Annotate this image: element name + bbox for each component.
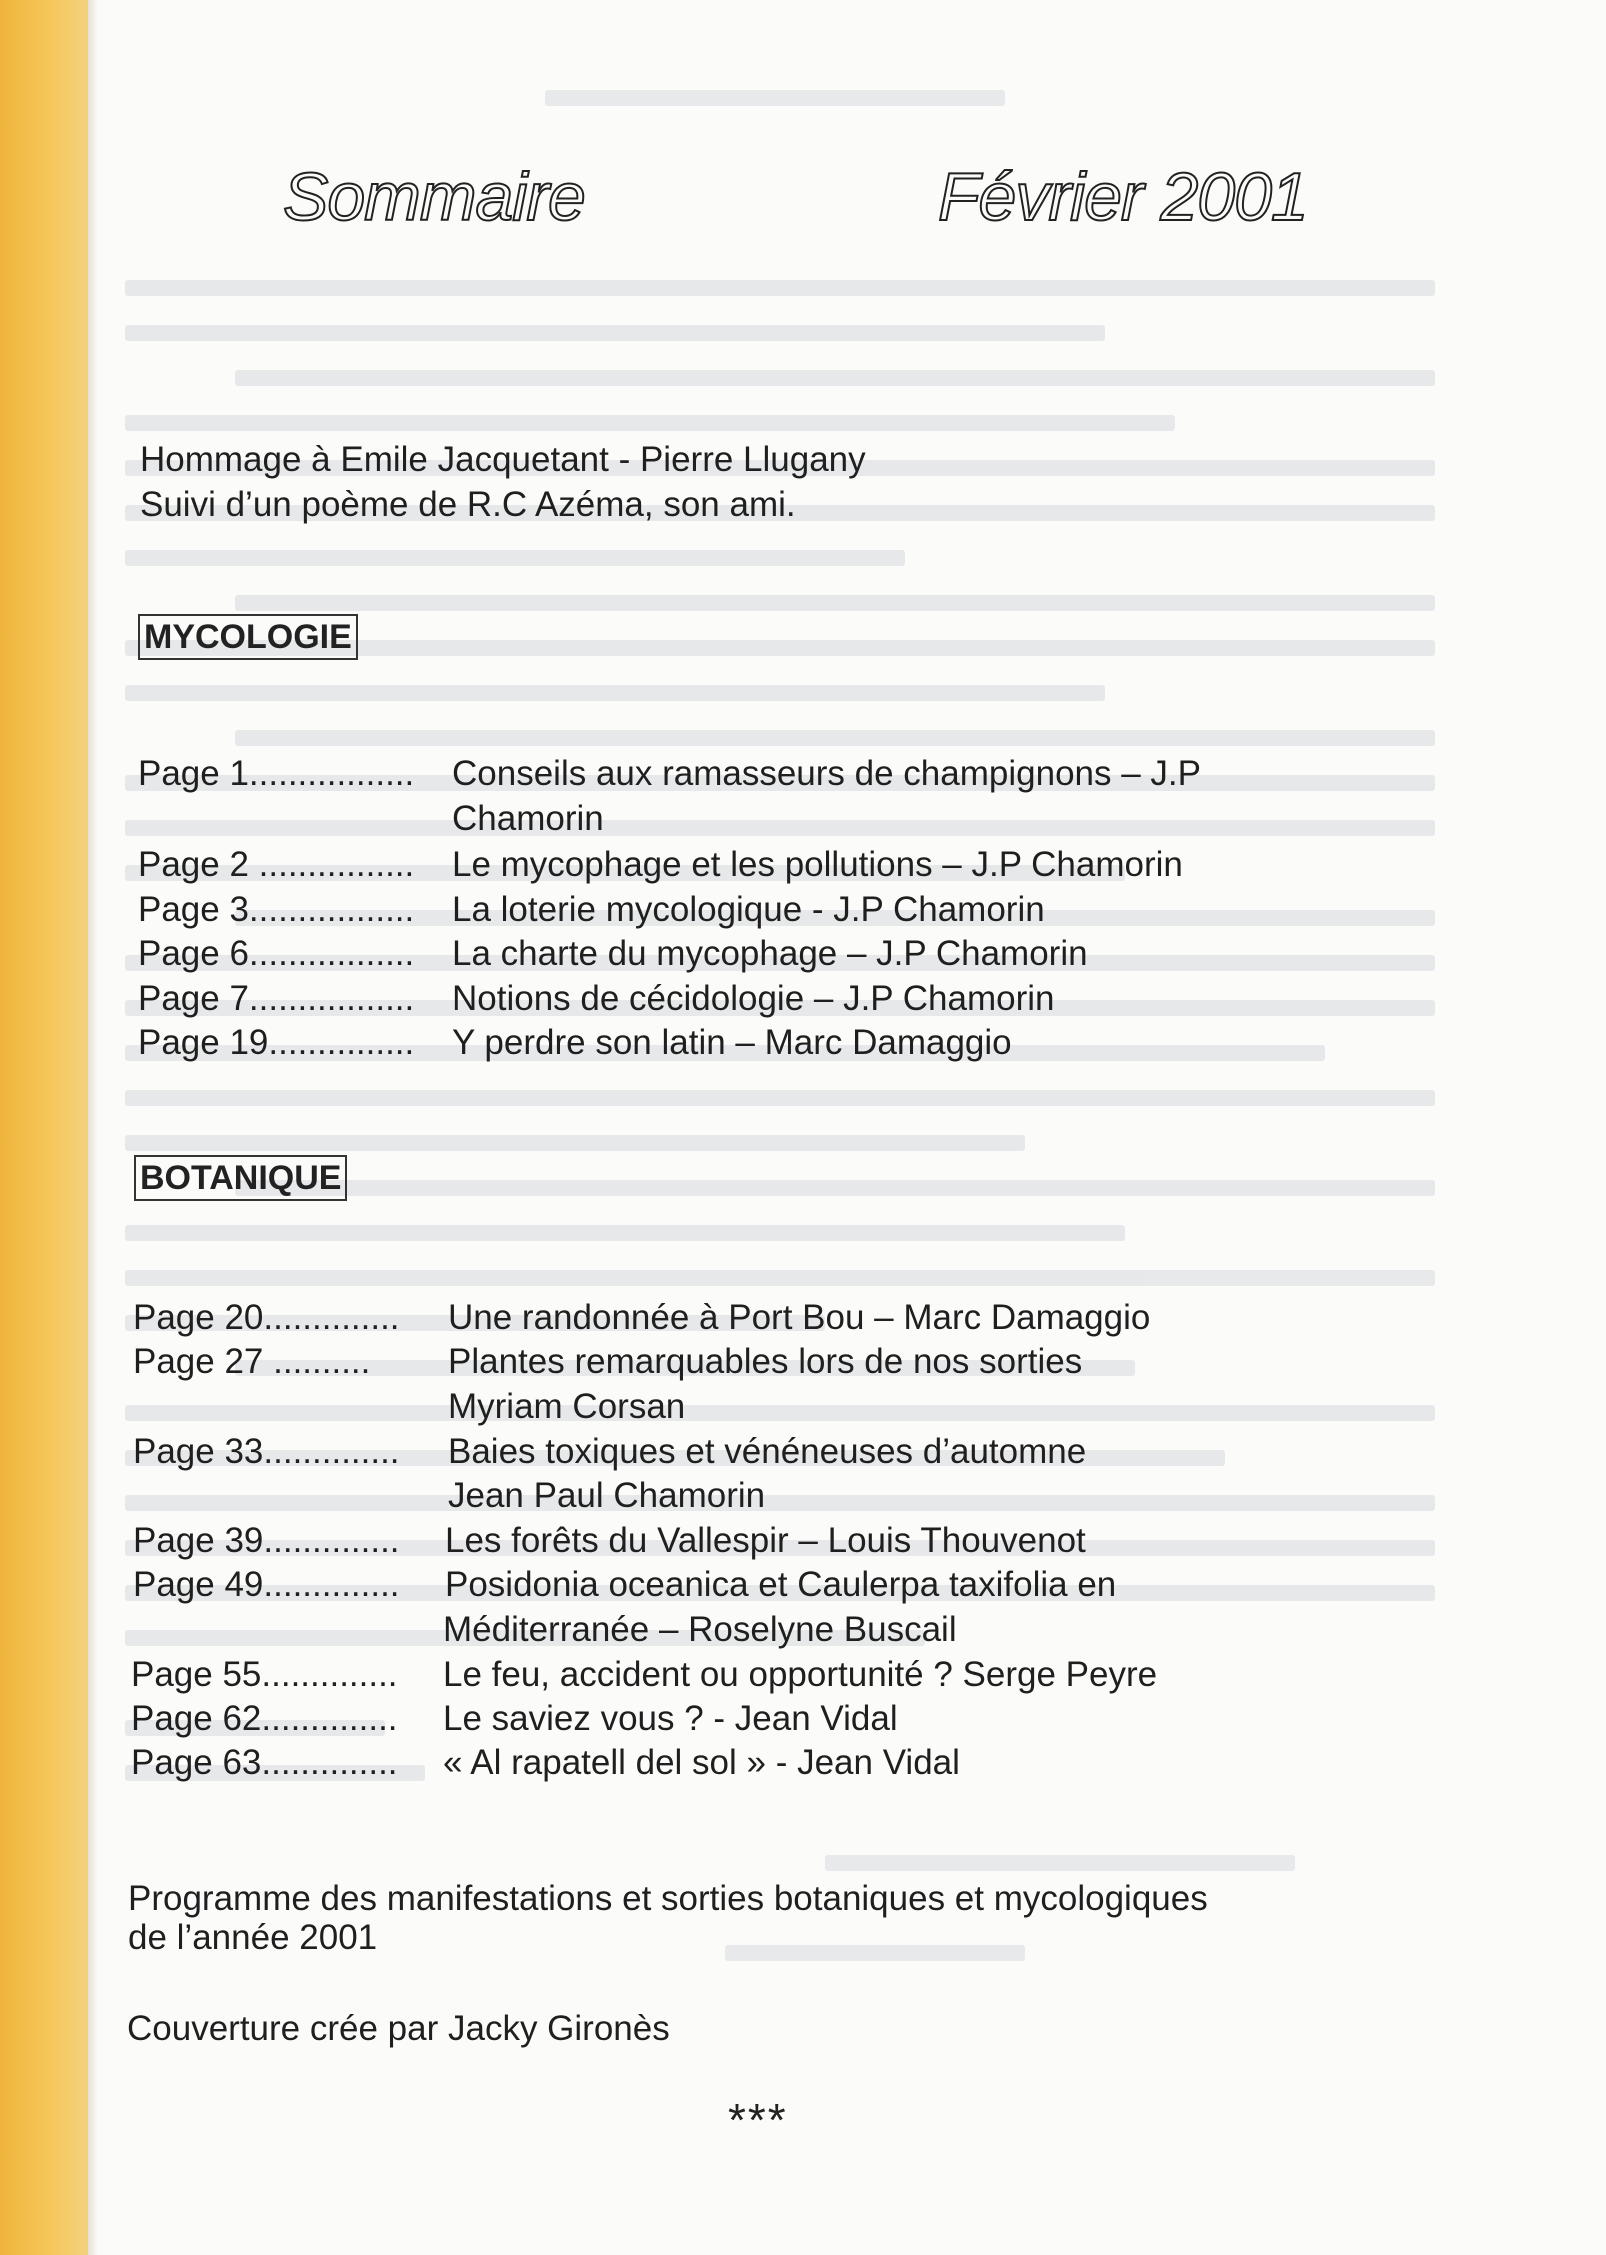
toc-title: Le mycophage et les pollutions – J.P Chamorin bbox=[452, 845, 1183, 884]
toc-title: La charte du mycophage – J.P Chamorin bbox=[452, 934, 1088, 973]
toc-title-continued: Jean Paul Chamorin bbox=[448, 1476, 766, 1515]
toc-title: La loterie mycologique - J.P Chamorin bbox=[452, 890, 1045, 929]
toc-title: Conseils aux ramasseurs de champignons – J.P bbox=[452, 754, 1201, 793]
toc-entry bbox=[138, 752, 414, 796]
toc-page-number: Page 19............... bbox=[138, 1023, 415, 1062]
toc-page-number: Page 33.............. bbox=[133, 1432, 400, 1471]
toc-page-number: Page 3................. bbox=[138, 890, 415, 929]
toc-title: Les forêts du Vallespir – Louis Thouvenot bbox=[445, 1521, 1086, 1560]
toc-page-number: Page 63.............. bbox=[131, 1743, 398, 1782]
programme-line-1: Programme des manifestations et sorties botaniques et mycologiques bbox=[128, 1879, 1208, 1918]
section-heading-mycologie: MYCOLOGIE bbox=[138, 614, 358, 660]
binding-shadow bbox=[88, 0, 98, 2255]
toc-page-number: Page 27 .......... bbox=[133, 1342, 371, 1381]
toc-title: Le feu, accident ou opportunité ? Serge Peyre bbox=[443, 1655, 1158, 1694]
toc-page-number: Page 62.............. bbox=[131, 1699, 398, 1738]
toc-title: Le saviez vous ? - Jean Vidal bbox=[443, 1699, 898, 1738]
toc-title-continued: Méditerranée – Roselyne Buscail bbox=[443, 1610, 957, 1649]
closing-asterisks: *** bbox=[728, 2094, 788, 2146]
programme-line-2: de l’année 2001 bbox=[128, 1918, 378, 1957]
toc-title: Plantes remarquables lors de nos sorties bbox=[448, 1342, 1083, 1381]
cover-credit: Couverture crée par Jacky Gironès bbox=[127, 2009, 670, 2048]
yellow-binding-strip bbox=[0, 0, 88, 2255]
toc-title: Notions de cécidologie – J.P Chamorin bbox=[452, 979, 1055, 1018]
toc-page-number: Page 6................. bbox=[138, 934, 415, 973]
toc-page-number: Page 20.............. bbox=[133, 1298, 400, 1337]
toc-page-number: Page 1................. bbox=[138, 754, 415, 793]
header-sommaire: Sommaire bbox=[283, 159, 585, 235]
toc-title: Une randonnée à Port Bou – Marc Damaggio bbox=[448, 1298, 1151, 1337]
toc-page-number: Page 55.............. bbox=[131, 1655, 398, 1694]
toc-title-continued: Myriam Corsan bbox=[448, 1387, 686, 1426]
toc-title: Posidonia oceanica et Caulerpa taxifolia en bbox=[445, 1565, 1117, 1604]
toc-title-continued: Chamorin bbox=[452, 799, 604, 838]
toc-page-number: Page 7................. bbox=[138, 979, 415, 1018]
intro-line-2: Suivi d’un poème de R.C Azéma, son ami. bbox=[140, 485, 796, 524]
toc-title: Baies toxiques et vénéneuses d’automne bbox=[448, 1432, 1087, 1471]
intro-line-1: Hommage à Emile Jacquetant - Pierre Llugany bbox=[140, 440, 866, 479]
section-heading-botanique: BOTANIQUE bbox=[134, 1155, 347, 1201]
toc-page-number: Page 39.............. bbox=[133, 1521, 400, 1560]
header-date: Février 2001 bbox=[938, 159, 1308, 235]
toc-page-number: Page 49.............. bbox=[133, 1565, 400, 1604]
toc-page-number: Page 2 ................ bbox=[138, 845, 415, 884]
toc-title: Y perdre son latin – Marc Damaggio bbox=[452, 1023, 1012, 1062]
toc-title: « Al rapatell del sol » - Jean Vidal bbox=[443, 1743, 960, 1782]
